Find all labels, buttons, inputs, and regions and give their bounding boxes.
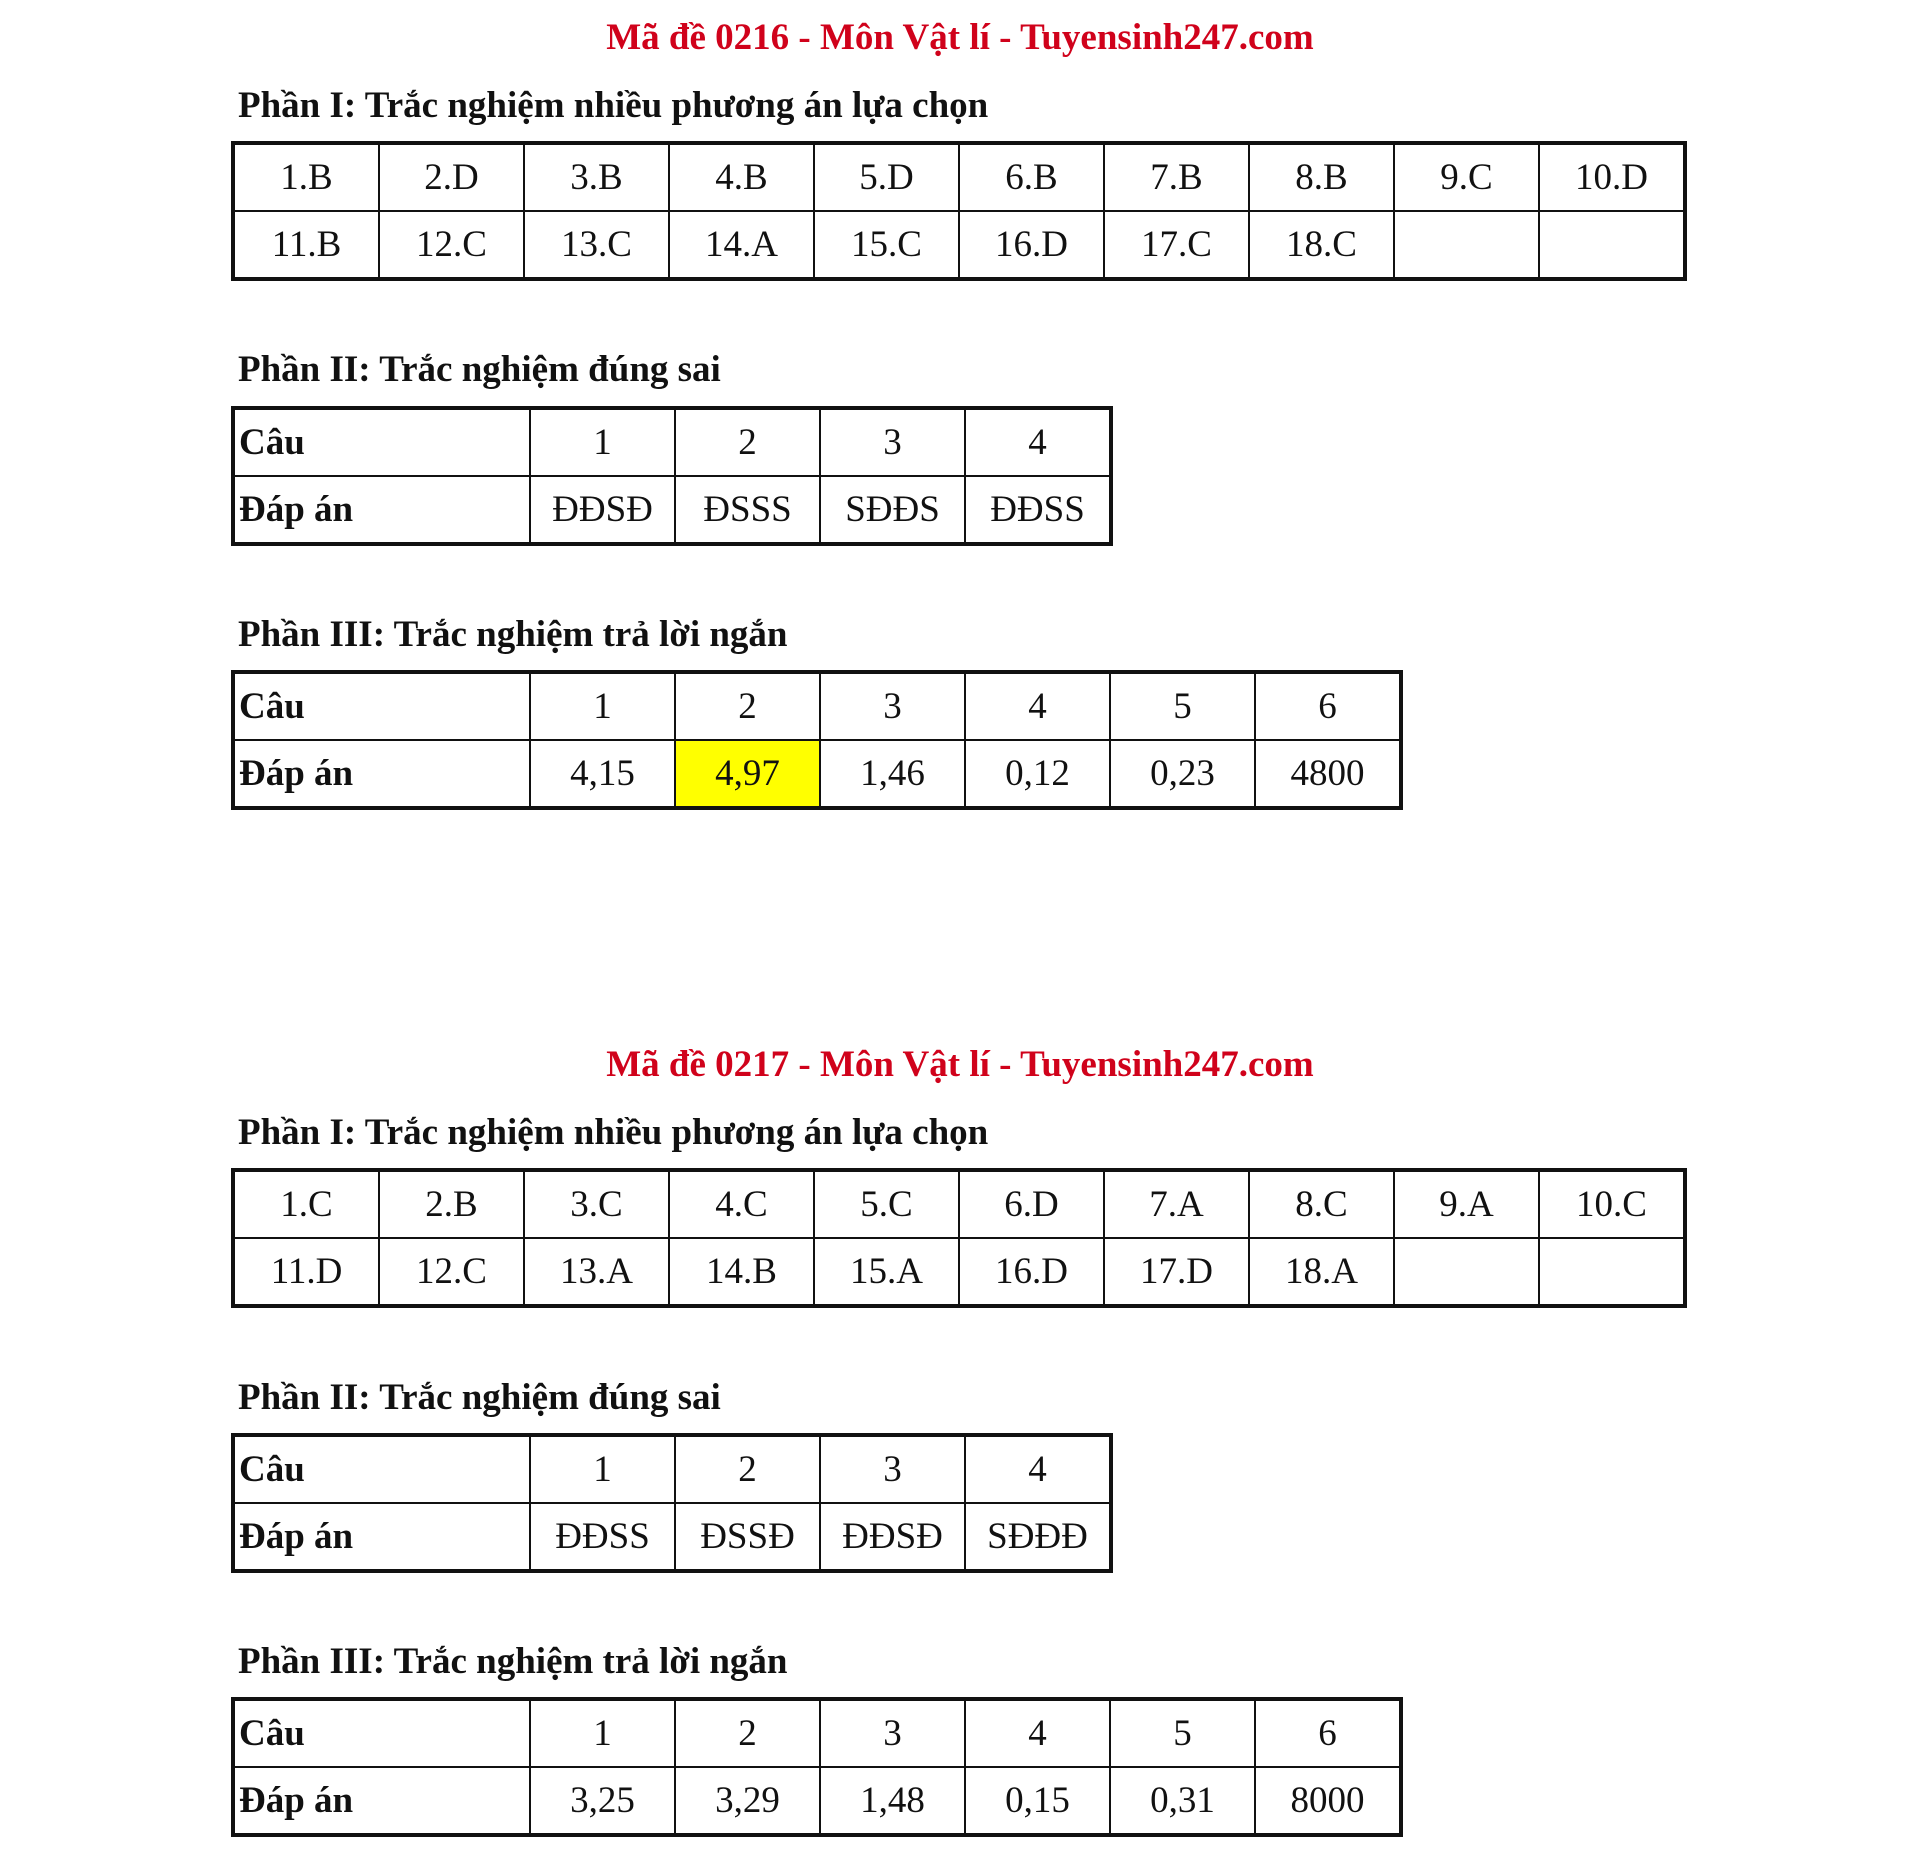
answer-cell: 10.C [1539,1170,1685,1238]
answer-cell: 10.D [1539,143,1685,211]
answer-cell: 1.C [233,1170,379,1238]
table-row [233,476,1111,544]
answer-cell: 12.C [379,211,524,279]
answer-cell: ĐĐSS [965,476,1111,544]
answer-cell: 4,15 [530,740,675,808]
answer-cell: 14.B [669,1238,814,1306]
part3-heading: Phần III: Trắc nghiệm trả lời ngắn [238,1641,788,1682]
answer-cell: 11.B [233,211,379,279]
answer-cell: 1,46 [820,740,965,808]
row-label: Đáp án [233,1767,530,1835]
answer-cell: 12.C [379,1238,524,1306]
part2-true-false-table [231,1433,1113,1573]
question-cell: 6 [1255,672,1401,740]
table-row [233,1767,1401,1835]
answer-cell: 13.C [524,211,669,279]
table-row [233,1238,1685,1306]
part1-heading: Phần I: Trắc nghiệm nhiều phương án lựa chọn [238,1112,989,1153]
answer-cell: 17.C [1104,211,1249,279]
answer-cell: SĐĐS [820,476,965,544]
row-label: Đáp án [233,1503,530,1571]
part1-answer-table [231,1168,1687,1308]
answer-cell: 1,48 [820,1767,965,1835]
question-cell: 2 [675,672,820,740]
part2-heading: Phần II: Trắc nghiệm đúng sai [238,1377,721,1418]
exam-code-title-0217: Mã đề 0217 - Môn Vật lí - Tuyensinh247.com [606,1044,1314,1085]
question-cell: 2 [675,408,820,476]
question-cell: 6 [1255,1699,1401,1767]
answer-cell [1394,1238,1539,1306]
answer-cell: ĐĐSĐ [530,476,675,544]
answer-cell: 5.D [814,143,959,211]
question-cell: 1 [530,672,675,740]
answer-cell: 2.D [379,143,524,211]
answer-cell: 3,29 [675,1767,820,1835]
answer-cell: 8.B [1249,143,1394,211]
answer-cell: 18.A [1249,1238,1394,1306]
answer-cell: ĐSSĐ [675,1503,820,1571]
question-cell: 5 [1110,672,1255,740]
table-row [233,1699,1401,1767]
answer-cell [1539,1238,1685,1306]
answer-cell: 0,31 [1110,1767,1255,1835]
answer-cell: 15.A [814,1238,959,1306]
row-label: Đáp án [233,740,530,808]
answer-cell: 9.A [1394,1170,1539,1238]
part1-answer-table [231,141,1687,281]
answer-cell: ĐSSS [675,476,820,544]
table-row [233,143,1685,211]
part3-short-answer-table [231,670,1403,810]
answer-cell: 11.D [233,1238,379,1306]
answer-cell: ĐĐSS [530,1503,675,1571]
answer-cell [1394,211,1539,279]
row-label: Câu [233,1435,530,1503]
row-label: Đáp án [233,476,530,544]
answer-cell: 9.C [1394,143,1539,211]
answer-cell: 3.C [524,1170,669,1238]
answer-cell: 3.B [524,143,669,211]
answer-cell: 15.C [814,211,959,279]
row-label: Câu [233,408,530,476]
table-row [233,672,1401,740]
highlighted-answer-cell: 4,97 [675,740,820,808]
question-cell: 3 [820,672,965,740]
answer-cell: 1.B [233,143,379,211]
answer-cell: 16.D [959,1238,1104,1306]
answer-cell: 7.B [1104,143,1249,211]
table-row [233,1503,1111,1571]
question-cell: 1 [530,1699,675,1767]
answer-cell: 14.A [669,211,814,279]
answer-cell: 4800 [1255,740,1401,808]
answer-cell: 2.B [379,1170,524,1238]
question-cell: 2 [675,1699,820,1767]
question-cell: 3 [820,1435,965,1503]
question-cell: 3 [820,408,965,476]
part1-heading: Phần I: Trắc nghiệm nhiều phương án lựa chọn [238,85,989,126]
table-row [233,408,1111,476]
answer-cell: 13.A [524,1238,669,1306]
question-cell: 4 [965,1699,1110,1767]
row-label: Câu [233,672,530,740]
answer-cell: 0,23 [1110,740,1255,808]
answer-cell: 3,25 [530,1767,675,1835]
row-label: Câu [233,1699,530,1767]
question-cell: 3 [820,1699,965,1767]
answer-cell [1539,211,1685,279]
part3-heading: Phần III: Trắc nghiệm trả lời ngắn [238,614,788,655]
question-cell: 1 [530,1435,675,1503]
answer-cell: 17.D [1104,1238,1249,1306]
answer-cell: 7.A [1104,1170,1249,1238]
exam-code-title-0216: Mã đề 0216 - Môn Vật lí - Tuyensinh247.com [606,17,1314,58]
part2-true-false-table [231,406,1113,546]
answer-cell: 0,15 [965,1767,1110,1835]
table-row [233,1435,1111,1503]
question-cell: 4 [965,1435,1111,1503]
question-cell: 5 [1110,1699,1255,1767]
question-cell: 1 [530,408,675,476]
answer-cell: 8000 [1255,1767,1401,1835]
question-cell: 4 [965,408,1111,476]
answer-cell: ĐĐSĐ [820,1503,965,1571]
table-row [233,740,1401,808]
answer-cell: 18.C [1249,211,1394,279]
question-cell: 4 [965,672,1110,740]
answer-cell: 4.C [669,1170,814,1238]
part3-short-answer-table [231,1697,1403,1837]
answer-cell: 6.B [959,143,1104,211]
answer-cell: 4.B [669,143,814,211]
table-row [233,1170,1685,1238]
answer-cell: 6.D [959,1170,1104,1238]
question-cell: 2 [675,1435,820,1503]
answer-cell: 8.C [1249,1170,1394,1238]
part2-heading: Phần II: Trắc nghiệm đúng sai [238,349,721,390]
answer-cell: 5.C [814,1170,959,1238]
answer-cell: SĐĐĐ [965,1503,1111,1571]
answer-cell: 0,12 [965,740,1110,808]
answer-cell: 16.D [959,211,1104,279]
table-row [233,211,1685,279]
